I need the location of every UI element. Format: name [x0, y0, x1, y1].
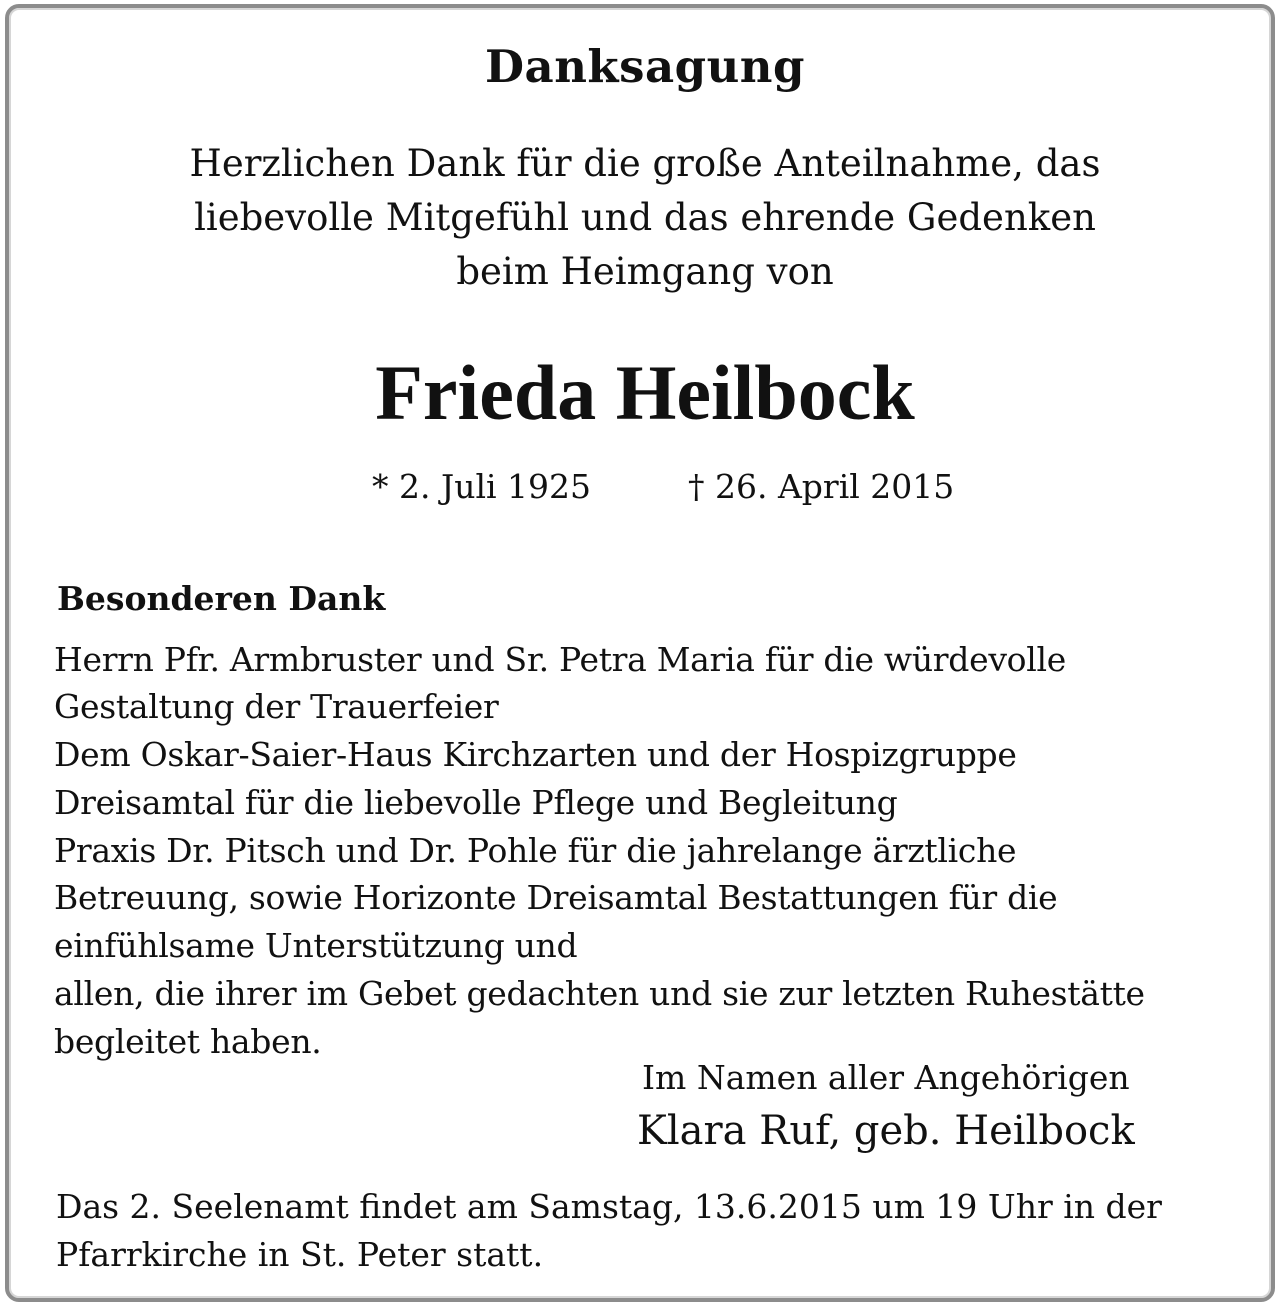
thanks-line: einfühlsame Unterstützung und — [54, 926, 578, 965]
thanks-line: Dem Oskar-Saier-Haus Kirchzarten und der Hospizgruppe — [54, 735, 1017, 774]
intro-line: liebevolle Mitgefühl und das ehrende Gedenken — [194, 196, 1096, 239]
service-note-line: Das 2. Seelenamt findet am Samstag, 13.6.2015 um 19 Uhr in der — [56, 1187, 1162, 1226]
intro-line: beim Heimgang von — [456, 250, 834, 293]
thanks-line: Praxis Dr. Pitsch und Dr. Pohle für die jahrelange ärztliche — [54, 831, 1017, 870]
thanks-line: Herrn Pfr. Armbruster und Sr. Petra Maria für die würdevolle — [54, 640, 1066, 679]
signature-name: Klara Ruf, geb. Heilbock — [637, 1108, 1135, 1154]
special-thanks-heading: Besonderen Dank — [57, 579, 386, 618]
service-note-line: Pfarrkirche in St. Peter statt. — [56, 1235, 544, 1274]
signature-line: Im Namen aller Angehörigen — [642, 1058, 1130, 1097]
birth-date: * 2. Juli 1925 — [372, 467, 592, 506]
thanks-line: allen, die ihrer im Gebet gedachten und sie zur letzten Ruhestätte — [54, 974, 1145, 1013]
notice-title: Danksagung — [485, 40, 805, 93]
deceased-name: Frieda Heilbock — [375, 349, 915, 436]
thanks-line: Gestaltung der Trauerfeier — [54, 687, 499, 726]
death-date: † 26. April 2015 — [688, 467, 955, 506]
thanks-line: begleitet haben. — [54, 1022, 322, 1061]
thanks-line: Dreisamtal für die liebevolle Pflege und Begleitung — [54, 783, 898, 822]
thanks-line: Betreuung, sowie Horizonte Dreisamtal Bestattungen für die — [54, 878, 1058, 917]
intro-line: Herzlichen Dank für die große Anteilnahme, das — [189, 142, 1101, 185]
